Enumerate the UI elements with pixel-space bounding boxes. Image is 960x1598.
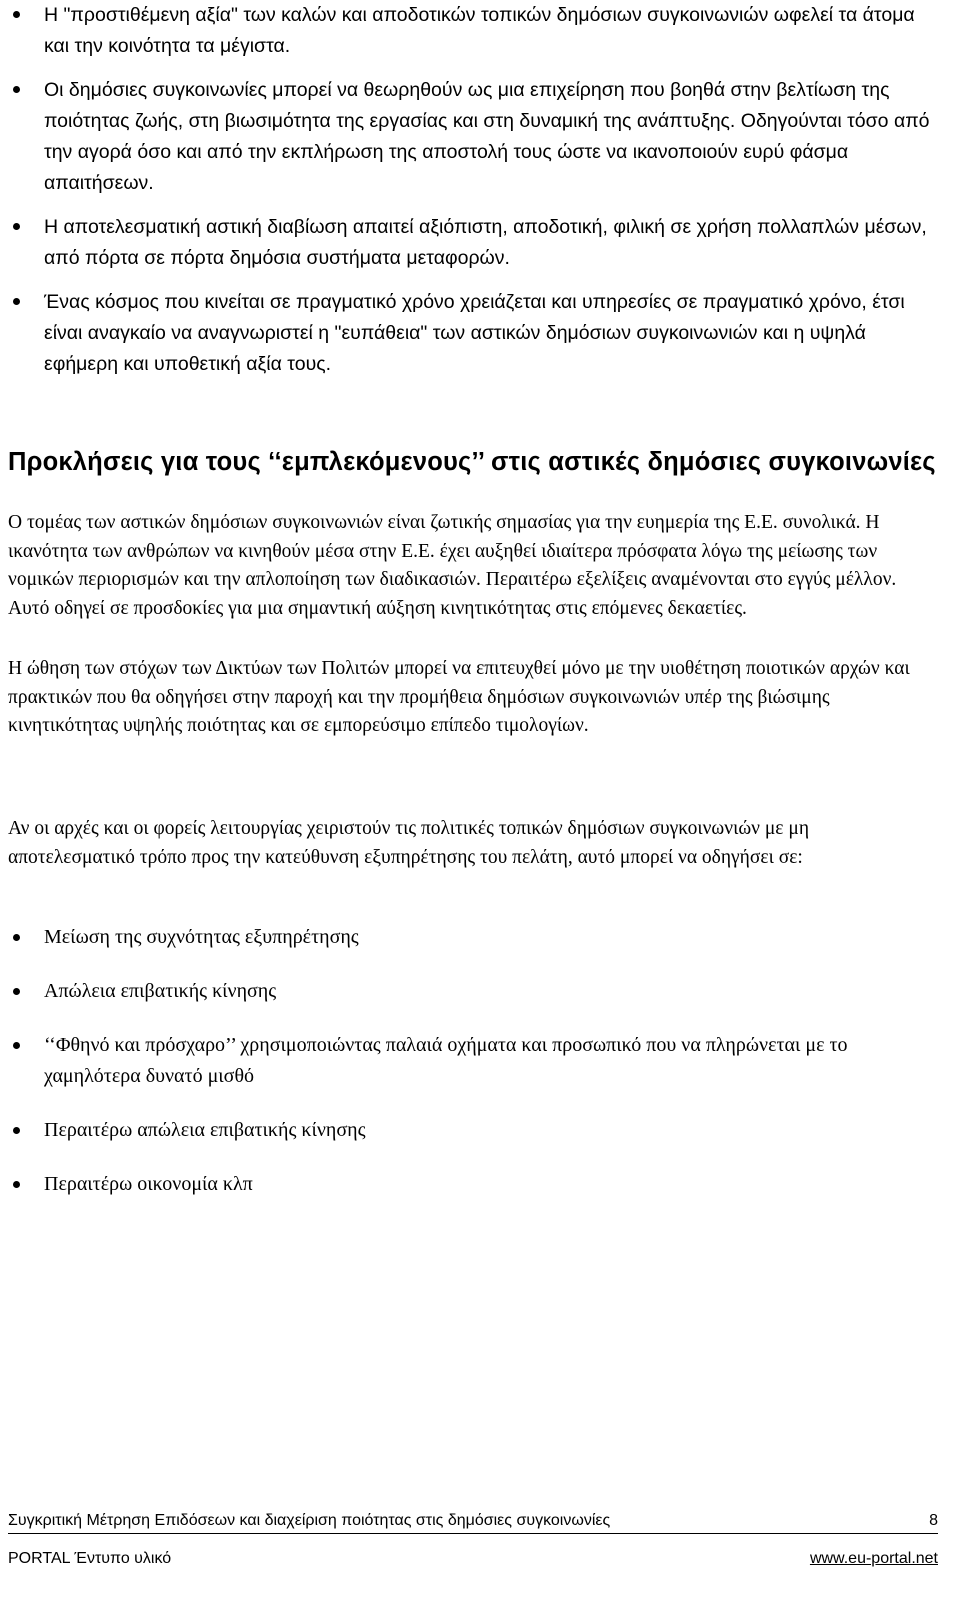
paragraph-consequences-intro: Αν οι αρχές και οι φορείς λειτουργίας χειριστούν τις πολιτικές τοπικών δημόσιων συγκοινωνιών με μη αποτελεσματικό τρόπο προς την κατεύθυνση εξυπηρέτησης του πελάτη, αυτό μπορεί να οδηγήσει σε: bbox=[8, 818, 810, 868]
bullet-icon bbox=[13, 11, 20, 18]
list-item bbox=[6, 922, 936, 953]
footer-document-title: Συγκριτική Μέτρηση Επιδόσεων και διαχείριση ποιότητας στις δημόσιες συγκοινωνίες bbox=[8, 1512, 611, 1529]
bullet-text: Η αποτελεσματική αστική διαβίωση απαιτεί αξιόπιστη, αποδοτική, φιλική σε χρήση πολλαπλών μέσων, από πόρτα σε πόρτα δημόσια συστήματα μεταφορών. bbox=[44, 216, 927, 269]
list-item bbox=[6, 1030, 936, 1092]
bullet-text: Περαιτέρω απώλεια επιβατικής κίνησης bbox=[44, 1119, 366, 1141]
bullet-icon bbox=[13, 223, 20, 230]
website-link[interactable]: www.eu-portal.net bbox=[809, 1550, 938, 1567]
footer-portal-label: PORTAL Έντυπο υλικό bbox=[8, 1550, 172, 1567]
bullet-text: Οι δημόσιες συγκοινωνίες μπορεί να θεωρηθούν ως μια επιχείρηση που βοηθά στην βελτίωση της ποιότητας ζωής, στη βιωσιμότητα της εργασίας και στη δυναμική της ανάπτυξης. Οδηγούνται τόσο από την αγορά όσο και από την εκπλήρωση της αποστολή τους ώστε να ικανοποιούν ευρύ φάσμα απαιτήσεων. bbox=[44, 79, 930, 194]
bullet-text: ‘‘Φθηνό και πρόσχαρο’’ χρησιμοποιώντας παλαιά οχήματα και προσωπικό που να πληρώνεται με το χαμηλότερα δυνατό μισθό bbox=[44, 1034, 848, 1087]
benefits-bullet-list bbox=[6, 0, 936, 393]
list-item bbox=[6, 1169, 936, 1200]
list-item bbox=[6, 287, 936, 380]
bullet-icon bbox=[13, 298, 20, 305]
list-item bbox=[6, 75, 936, 199]
bullet-icon bbox=[13, 988, 20, 995]
bullet-icon bbox=[13, 1127, 20, 1134]
bullet-icon bbox=[13, 86, 20, 93]
footer-portal-row bbox=[8, 1549, 938, 1569]
bullet-text: Περαιτέρω οικονομία κλπ bbox=[44, 1173, 253, 1195]
paragraph-eu-mobility: Ο τομέας των αστικών δημόσιων συγκοινωνιών είναι ζωτικής σημασίας για την ευημερία της Ε.Ε. συνολικά. Η ικανότητα των ανθρώπων να κινηθούν μέσα στην Ε.Ε. έχει αυξηθεί ιδιαίτερα πρόσφατα λόγω της μείωσης των νομικών περιορισμών και την απλοποίηση των διαδικασιών. Περαιτέρω εξελίξεις αναμένονται στο εγγύς μέλλον. Αυτό οδηγεί σε προσδοκίες για μια σημαντική αύξηση κινητικότητας στις επόμενες δεκαετίες. bbox=[8, 512, 897, 619]
bullet-text: Ένας κόσμος που κινείται σε πραγματικό χρόνο χρειάζεται και υπηρεσίες σε πραγματικό χρόνο, έτσι είναι αναγκαίο να αναγνωριστεί η "ευπάθεια" των αστικών δημόσιων συγκοινωνιών και η υψηλά εφήμερη και υποθετική αξία τους. bbox=[44, 291, 905, 375]
list-item bbox=[6, 212, 936, 274]
consequences-bullet-list bbox=[6, 922, 936, 1223]
paragraph-citizens-network: Η ώθηση των στόχων των Δικτύων των Πολιτών μπορεί να επιτευχθεί μόνο με την υιοθέτηση ποιοτικών αρχών και πρακτικών που θα οδηγήσει στην παροχή και την προμήθεια δημόσιων συγκοινωνιών υπέρ της βιώσιμης κινητικότητας υψηλής ποιότητας και σε εμπορεύσιμο επίπεδο τιμολογίων. bbox=[8, 658, 910, 736]
list-item bbox=[6, 1115, 936, 1146]
footer-document-title-row bbox=[8, 1511, 938, 1534]
list-item bbox=[6, 976, 936, 1007]
list-item bbox=[6, 0, 936, 62]
section-heading: Προκλήσεις για τους ‘‘εμπλεκόμενους’’ στις αστικές δημόσιες συγκοινωνίες bbox=[8, 448, 936, 476]
bullet-icon bbox=[13, 1181, 20, 1188]
bullet-text: Απώλεια επιβατικής κίνησης bbox=[44, 980, 277, 1002]
bullet-icon bbox=[13, 934, 20, 941]
bullet-text: Η "προστιθέμενη αξία" των καλών και αποδοτικών τοπικών δημόσιων συγκοινωνιών ωφελεί τα άτομα και την κοινότητα τα μέγιστα. bbox=[44, 4, 915, 57]
bullet-text: Μείωση της συχνότητας εξυπηρέτησης bbox=[44, 926, 359, 948]
page-number: 8 bbox=[929, 1512, 938, 1529]
bullet-icon bbox=[13, 1042, 20, 1049]
